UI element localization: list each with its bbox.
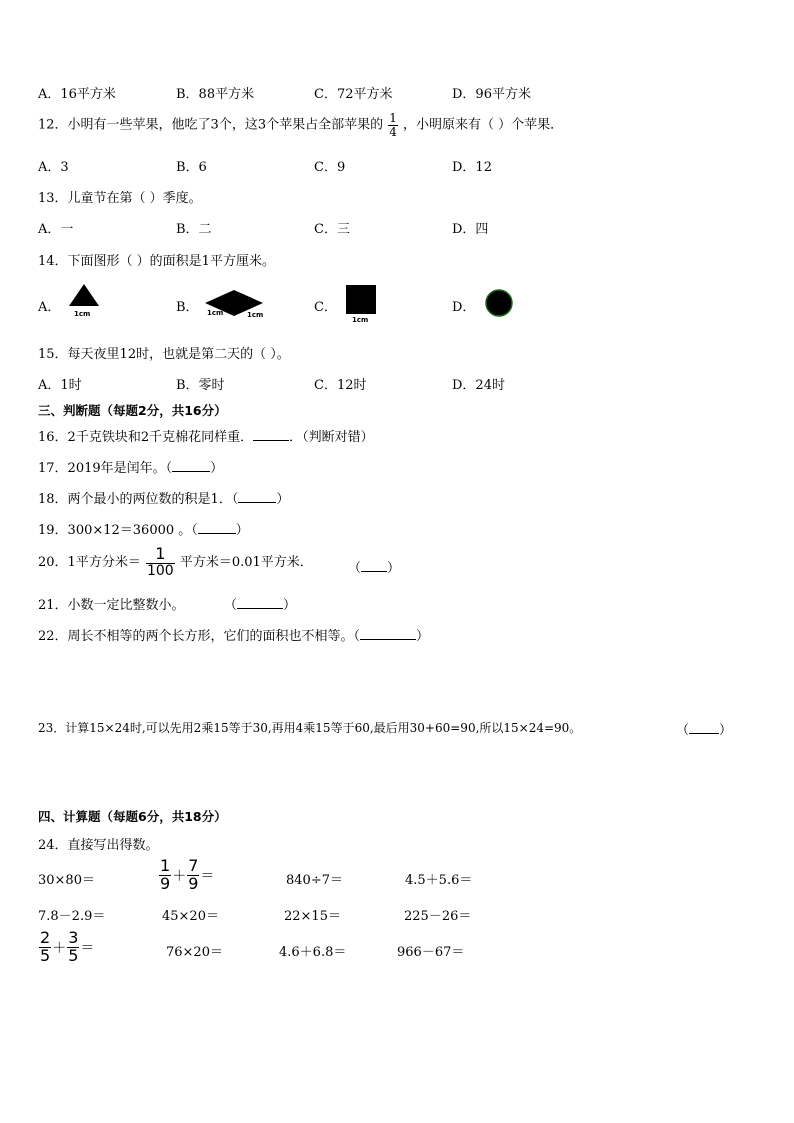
q13-option-d: D．四 xyxy=(452,222,489,237)
r3a-frac-1-den: 5 xyxy=(40,945,51,965)
r3a-frac-2 xyxy=(67,930,79,965)
r1b-frac-2 xyxy=(187,858,199,893)
q21-answer-blank[interactable] xyxy=(237,597,283,609)
q20-frac-num: 1 xyxy=(146,546,175,564)
q11-option-b: B．88平方米 xyxy=(176,87,255,102)
q14-option-a: A． xyxy=(38,300,61,315)
q20-answer-blank[interactable] xyxy=(361,560,387,572)
q12-option-d: D．12 xyxy=(452,160,492,175)
r3a-frac-2-den: 5 xyxy=(68,945,79,965)
calc-r2-b: 45×20＝ xyxy=(162,909,219,924)
q20-paren-close: ） xyxy=(387,561,401,576)
triangle-shape xyxy=(68,283,100,307)
question-19 xyxy=(38,519,249,538)
q22-text: 22．周长不相等的两个长方形，它们的面积也不相等。（ xyxy=(38,629,361,644)
calc-r3-a xyxy=(38,930,94,965)
circle-shape xyxy=(484,288,514,318)
r3a-frac-2-num: 3 xyxy=(68,928,79,947)
square-caption: 1cm xyxy=(352,316,369,324)
question-13: 13．儿童节在第（ ）季度。 xyxy=(38,191,202,206)
question-23: 23．计算15×24时,可以先用2乘15等于30,再用4乘15等于60,最后用30+60=90,所以15×24=90。 xyxy=(38,721,582,735)
question-24: 24．直接写出得数。 xyxy=(38,838,159,853)
question-14: 14．下面图形（ ）的面积是1平方厘米。 xyxy=(38,254,275,269)
q16-answer-blank[interactable] xyxy=(253,429,289,441)
r1b-operator: ＋ xyxy=(172,868,187,885)
q19-answer-blank[interactable] xyxy=(198,522,236,534)
q16-tail: ．（判断对错） xyxy=(289,430,374,445)
question-16 xyxy=(38,426,374,445)
q17-text: 17．2019年是闰年。（ xyxy=(38,461,173,476)
q11-option-a: A．16平方米 xyxy=(38,87,116,102)
q14-option-d: D． xyxy=(452,300,476,315)
q22-answer-blank[interactable] xyxy=(360,628,416,640)
triangle-caption: 1cm xyxy=(74,310,91,318)
q23-paren-close: ） xyxy=(719,723,733,738)
q12-option-c: C．9 xyxy=(314,160,346,175)
q23-answer-blank[interactable] xyxy=(689,722,719,734)
q18-answer-blank[interactable] xyxy=(238,491,276,503)
q20-text-before: 20．1平方分米＝ xyxy=(38,554,141,570)
question-20 xyxy=(38,546,313,578)
q12-option-b: B．6 xyxy=(176,160,207,175)
q16-text: 16．2千克铁块和2千克棉花同样重． xyxy=(38,430,254,445)
r1b-frac-1-den: 9 xyxy=(160,873,171,893)
q21-paren-open: （ xyxy=(224,598,238,613)
q14-option-b: B． xyxy=(176,300,199,315)
question-21: 21．小数一定比整数小。 xyxy=(38,598,185,613)
q15-option-b: B．零时 xyxy=(176,378,225,393)
q15-option-d: D．24时 xyxy=(452,378,505,393)
q19-tail: ） xyxy=(235,523,249,538)
calc-r1-c: 840÷7＝ xyxy=(286,873,343,888)
r1b-frac-2-den: 9 xyxy=(188,873,199,893)
q15-option-c: C．12时 xyxy=(314,378,367,393)
r1b-frac-1-num: 1 xyxy=(160,856,171,875)
calc-r3-d: 966－67＝ xyxy=(397,945,465,960)
q13-option-a: A．一 xyxy=(38,222,74,237)
calc-r1-a: 30×80＝ xyxy=(38,873,95,888)
r1b-equals: ＝ xyxy=(200,868,215,885)
r3a-equals: ＝ xyxy=(80,940,95,957)
q18-text: 18．两个最小的两位数的积是1．（ xyxy=(38,492,239,507)
square-shape xyxy=(346,285,376,314)
q13-option-b: B．二 xyxy=(176,222,212,237)
question-15: 15．每天夜里12时，也就是第二天的（ ）。 xyxy=(38,347,290,362)
question-22 xyxy=(38,625,429,644)
calc-r2-c: 22×15＝ xyxy=(284,909,341,924)
q20-text-after: 平方米＝0.01平方米． xyxy=(179,554,313,570)
q12-option-a: A．3 xyxy=(38,160,69,175)
calc-r3-b: 76×20＝ xyxy=(166,945,223,960)
q17-tail: ） xyxy=(210,461,224,476)
r3a-operator: ＋ xyxy=(52,940,67,957)
q23-answer-paren xyxy=(676,719,732,738)
q20-paren-open: （ xyxy=(348,561,362,576)
rhombus-caption-right: 1cm xyxy=(247,311,264,319)
q12-text-after: ，小明原来有（ ）个苹果． xyxy=(403,117,564,133)
calc-r2-d: 225－26＝ xyxy=(404,909,472,924)
r3a-frac-1 xyxy=(39,930,51,965)
q20-frac-den: 100 xyxy=(146,562,174,579)
rhombus-caption-left: 1cm xyxy=(207,309,224,317)
calc-r1-b xyxy=(158,858,214,893)
q17-answer-blank[interactable] xyxy=(172,460,210,472)
calc-r2-a: 7.8－2.9＝ xyxy=(38,909,106,924)
q11-option-c: C．72平方米 xyxy=(314,87,393,102)
q13-option-c: C．三 xyxy=(314,222,350,237)
section-4-heading: 四、计算题（每题6分，共18分） xyxy=(38,809,227,824)
q11-option-d: D．96平方米 xyxy=(452,87,531,102)
question-12 xyxy=(38,112,563,138)
q21-answer-paren xyxy=(224,594,296,613)
r3a-frac-1-num: 2 xyxy=(40,928,51,947)
q20-fraction xyxy=(146,546,175,578)
q14-option-c: C． xyxy=(314,300,337,315)
q21-paren-close: ） xyxy=(283,598,297,613)
question-17 xyxy=(38,457,223,476)
q19-text: 19．300×12＝36000 。（ xyxy=(38,523,198,538)
r1b-frac-1 xyxy=(159,858,171,893)
q18-tail: ） xyxy=(276,492,290,507)
q12-fraction xyxy=(388,112,398,138)
calc-r1-d: 4.5＋5.6＝ xyxy=(405,873,473,888)
q22-tail: ） xyxy=(416,629,430,644)
q12-frac-num: 1 xyxy=(389,111,397,125)
q20-answer-paren xyxy=(348,557,400,576)
q12-text-before: 12．小明有一些苹果，他吃了3个，这3个苹果占全部苹果的 xyxy=(38,117,384,133)
q15-option-a: A．1时 xyxy=(38,378,82,393)
r1b-frac-2-num: 7 xyxy=(188,856,199,875)
calc-r3-c: 4.6＋6.8＝ xyxy=(279,945,347,960)
section-3-heading: 三、判断题（每题2分，共16分） xyxy=(38,403,227,418)
q23-paren-open: （ xyxy=(676,723,690,738)
question-18 xyxy=(38,488,289,507)
q12-frac-den: 4 xyxy=(389,124,397,139)
